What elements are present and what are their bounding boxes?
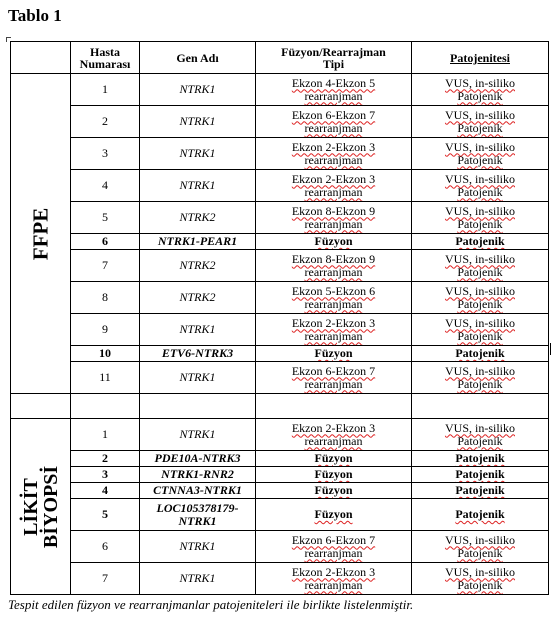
pathogenicity-cell: [412, 362, 549, 394]
fusion-type-cell: [256, 346, 412, 362]
cell-text: rearranjman: [304, 296, 363, 311]
cell-text: Patojenik: [457, 545, 503, 560]
cell-line: [414, 508, 546, 521]
cell-text: Patojenik: [457, 120, 503, 135]
cell-text: Füzyon: [314, 451, 353, 465]
cell-text: Patojenik: [457, 577, 503, 592]
fusion-type-cell: [256, 467, 412, 483]
table-row: [11, 282, 549, 314]
cell-line: [258, 235, 409, 248]
likit-group-label-line: LİKİT: [19, 477, 42, 536]
cell-line: [414, 122, 546, 135]
patient-number-cell: 1: [71, 419, 140, 451]
cell-text: VUS, in-siliko: [444, 107, 515, 122]
table-caption: Tespit edilen füzyon ve rearranjmanlar patojeniteleri ile birlikte listelenmiştir.: [8, 597, 414, 612]
cell-text: Füzyon: [314, 467, 353, 481]
pathogenicity-cell: [412, 499, 549, 531]
cell-text: Ekzon 8-Ekzon 9: [291, 251, 376, 266]
gene-name-cell: NTRK1: [140, 563, 256, 595]
gene-name-cell: NTRK1-RNR2: [140, 467, 256, 483]
ffpe-section: [11, 74, 549, 394]
header-row: [11, 42, 549, 74]
fusion-type-cell: [256, 170, 412, 202]
cell-line: [258, 347, 409, 360]
cell-text: VUS, in-siliko: [444, 532, 515, 547]
cell-line: [258, 186, 409, 199]
cell-line: [258, 452, 409, 465]
cell-text: Patojenik: [455, 507, 505, 521]
fusion-type-cell: [256, 250, 412, 282]
cell-text: VUS, in-siliko: [444, 203, 515, 218]
cell-text: Ekzon 8-Ekzon 9: [291, 203, 376, 218]
fusion-type-cell: [256, 314, 412, 346]
cell-text: VUS, in-siliko: [444, 283, 515, 298]
pathogenicity-cell: [412, 563, 549, 595]
table-edge-mark: [550, 343, 551, 355]
cell-text: rearranjman: [304, 88, 363, 103]
cell-line: [258, 508, 409, 521]
cell-line: [414, 435, 546, 448]
gene-name-cell: NTRK1: [140, 74, 256, 106]
pathogenicity-cell: [412, 314, 549, 346]
patient-number-cell: 3: [71, 467, 140, 483]
fusion-type-cell: [256, 282, 412, 314]
cell-text: Patojenik: [457, 184, 503, 199]
cell-text: Patojenik: [455, 467, 505, 481]
cell-text: Ekzon 4-Ekzon 5: [291, 75, 376, 90]
cell-line: [258, 484, 409, 497]
cell-line: [258, 468, 409, 481]
cell-text: rearranjman: [304, 433, 363, 448]
cell-text: Ekzon 2-Ekzon 3: [291, 420, 376, 435]
table-row: [11, 483, 549, 499]
fusion-type-cell: [256, 451, 412, 467]
pathogenicity-cell: [412, 451, 549, 467]
cell-line: [414, 579, 546, 592]
cell-line: [258, 122, 409, 135]
gene-name-cell: NTRK2: [140, 250, 256, 282]
fusion-type-cell: [256, 483, 412, 499]
gene-name-cell: CTNNA3-NTRK1: [140, 483, 256, 499]
cell-text: rearranjman: [304, 216, 363, 231]
patient-number-cell: 4: [71, 170, 140, 202]
fusion-type-cell: [256, 202, 412, 234]
fusion-type-cell: [256, 362, 412, 394]
cell-text: Patojenik: [457, 376, 503, 391]
cell-line: [414, 468, 546, 481]
patient-number-cell: 6: [71, 234, 140, 250]
patient-number-cell: 5: [71, 499, 140, 531]
gene-name-cell: PDE10A-NTRK3: [140, 451, 256, 467]
header-fuzyon: [256, 42, 412, 74]
cell-text: Patojenik: [457, 88, 503, 103]
fusion-type-cell: [256, 419, 412, 451]
cell-line: [414, 330, 546, 343]
cell-line: [414, 298, 546, 311]
cell-text: Patojenik: [455, 451, 505, 465]
cell-text: Ekzon 6-Ekzon 7: [291, 107, 376, 122]
cell-text: Füzyon: [314, 346, 353, 360]
cell-text: Ekzon 2-Ekzon 3: [291, 564, 376, 579]
gene-name-cell: NTRK2: [140, 202, 256, 234]
fusion-type-cell: [256, 531, 412, 563]
table-row: [11, 467, 549, 483]
cell-text: Patojenik: [455, 483, 505, 497]
pathogenicity-cell: [412, 250, 549, 282]
table-row: [11, 314, 549, 346]
cell-line: [414, 547, 546, 560]
pathogenicity-cell: [412, 531, 549, 563]
cell-text: VUS, in-siliko: [444, 139, 515, 154]
fusion-type-cell: [256, 563, 412, 595]
cell-text: VUS, in-siliko: [444, 171, 515, 186]
pathogenicity-cell: [412, 483, 549, 499]
cell-line: [414, 266, 546, 279]
cell-text: VUS, in-siliko: [444, 251, 515, 266]
cell-text: Patojenik: [457, 296, 503, 311]
ffpe-group-cell: [11, 74, 71, 394]
pathogenicity-cell: [412, 234, 549, 250]
cell-text: Ekzon 6-Ekzon 7: [291, 532, 376, 547]
cell-line: [414, 90, 546, 103]
cell-line: [258, 218, 409, 231]
cell-text: rearranjman: [304, 152, 363, 167]
fusion-type-cell: [256, 499, 412, 531]
header-hasta-line2: Numarası: [79, 56, 131, 71]
gene-name-cell: NTRK1: [140, 419, 256, 451]
gene-name-cell: NTRK2: [140, 282, 256, 314]
cell-line: [258, 90, 409, 103]
header-hasta-line1: Hasta: [90, 44, 120, 59]
cell-text: Ekzon 2-Ekzon 3: [291, 171, 376, 186]
cell-text: Ekzon 2-Ekzon 3: [291, 315, 376, 330]
header-hasta: [71, 42, 140, 74]
gene-name-cell: NTRK1: [140, 138, 256, 170]
patient-number-cell: 1: [71, 74, 140, 106]
pathogenicity-cell: [412, 346, 549, 362]
patient-number-cell: 7: [71, 563, 140, 595]
gene-name-cell: NTRK1: [140, 170, 256, 202]
header-patojenite: Patojenitesi: [412, 42, 549, 74]
table-row: [11, 74, 549, 106]
patient-number-cell: 5: [71, 202, 140, 234]
cell-text: rearranjman: [304, 545, 363, 560]
cell-text: Patojenik: [457, 328, 503, 343]
cell-text: VUS, in-siliko: [444, 420, 515, 435]
patient-number-cell: 9: [71, 314, 140, 346]
pathogenicity-cell: [412, 74, 549, 106]
pathogenicity-cell: [412, 202, 549, 234]
table-row: [11, 362, 549, 394]
cell-text: VUS, in-siliko: [444, 363, 515, 378]
table-row: [11, 106, 549, 138]
fusion-type-cell: [256, 74, 412, 106]
spacer-row: [11, 394, 549, 419]
cell-text: VUS, in-siliko: [444, 564, 515, 579]
cell-text: Patojenik: [455, 234, 505, 248]
likit-group-cell: [11, 419, 71, 595]
header-empty-cell: [11, 42, 71, 74]
cell-text: Ekzon 6-Ekzon 7: [291, 363, 376, 378]
cell-text: Ekzon 5-Ekzon 6: [291, 283, 376, 298]
cell-text: rearranjman: [304, 376, 363, 391]
pathogenicity-cell: [412, 106, 549, 138]
cell-line: [414, 452, 546, 465]
patient-number-cell: 10: [71, 346, 140, 362]
likit-group-label-line: BİYOPSİ: [39, 465, 62, 548]
table-row: [11, 531, 549, 563]
cell-line: [414, 154, 546, 167]
pathogenicity-cell: [412, 419, 549, 451]
gene-name-cell: LOC105378179-NTRK1: [140, 499, 256, 531]
cell-line: [258, 547, 409, 560]
cell-text: Patojenik: [457, 216, 503, 231]
header-gen: Gen Adı: [140, 42, 256, 74]
cell-line: [414, 378, 546, 391]
patient-number-cell: 2: [71, 106, 140, 138]
table-row: [11, 170, 549, 202]
cell-line: [258, 154, 409, 167]
table-row: [11, 202, 549, 234]
likit-group-label: [21, 465, 61, 547]
gene-name-cell: NTRK1: [140, 362, 256, 394]
fusion-type-cell: [256, 106, 412, 138]
gene-name-cell: NTRK1: [140, 531, 256, 563]
fusion-type-cell: [256, 138, 412, 170]
cell-text: VUS, in-siliko: [444, 315, 515, 330]
table-row: [11, 563, 549, 595]
table-row: [11, 346, 549, 362]
cell-text: rearranjman: [304, 184, 363, 199]
cell-text: Füzyon: [314, 507, 353, 521]
spacer-section: [11, 394, 549, 419]
cell-line: [258, 435, 409, 448]
pathogenicity-cell: [412, 467, 549, 483]
table-row: [11, 419, 549, 451]
fusion-type-cell: [256, 234, 412, 250]
patient-number-cell: 2: [71, 451, 140, 467]
patient-number-cell: 8: [71, 282, 140, 314]
cell-text: Füzyon: [314, 483, 353, 497]
cell-line: [258, 579, 409, 592]
cell-text: VUS, in-siliko: [444, 75, 515, 90]
cell-text: Patojenik: [457, 264, 503, 279]
cell-line: [414, 484, 546, 497]
table-row: [11, 138, 549, 170]
cell-text: Patojenik: [455, 346, 505, 360]
table-row: [11, 234, 549, 250]
patient-number-cell: 4: [71, 483, 140, 499]
cell-text: rearranjman: [304, 328, 363, 343]
gene-name-cell: NTRK1: [140, 106, 256, 138]
patient-number-cell: 11: [71, 362, 140, 394]
cell-line: [414, 347, 546, 360]
cell-line: [258, 378, 409, 391]
pathogenicity-cell: [412, 138, 549, 170]
patient-number-cell: 3: [71, 138, 140, 170]
cell-line: [258, 266, 409, 279]
cell-line: [258, 298, 409, 311]
header-fuzyon-line2: Tipi: [322, 56, 345, 71]
patient-number-cell: 7: [71, 250, 140, 282]
header-fuzyon-line1: Füzyon/Rearrajman: [281, 44, 386, 59]
table-row: [11, 451, 549, 467]
results-table: [10, 41, 549, 595]
cell-text: Füzyon: [314, 234, 353, 248]
patient-number-cell: 6: [71, 531, 140, 563]
table-row: [11, 250, 549, 282]
gene-name-cell: NTRK1-PEAR1: [140, 234, 256, 250]
pathogenicity-cell: [412, 282, 549, 314]
table-title: Tablo 1: [8, 6, 62, 25]
gene-name-cell: ETV6-NTRK3: [140, 346, 256, 362]
cell-line: [414, 235, 546, 248]
cell-text: Ekzon 2-Ekzon 3: [291, 139, 376, 154]
cell-text: Patojenik: [457, 152, 503, 167]
cell-line: [414, 218, 546, 231]
cell-line: [258, 330, 409, 343]
cell-text: rearranjman: [304, 577, 363, 592]
cell-line: [414, 186, 546, 199]
cell-text: rearranjman: [304, 120, 363, 135]
cell-text: rearranjman: [304, 264, 363, 279]
likit-section: [11, 419, 549, 595]
gene-name-cell: NTRK1: [140, 314, 256, 346]
ffpe-group-label: FFPE: [28, 207, 52, 260]
pathogenicity-cell: [412, 170, 549, 202]
cell-text: Patojenik: [457, 433, 503, 448]
table-row: [11, 499, 549, 531]
